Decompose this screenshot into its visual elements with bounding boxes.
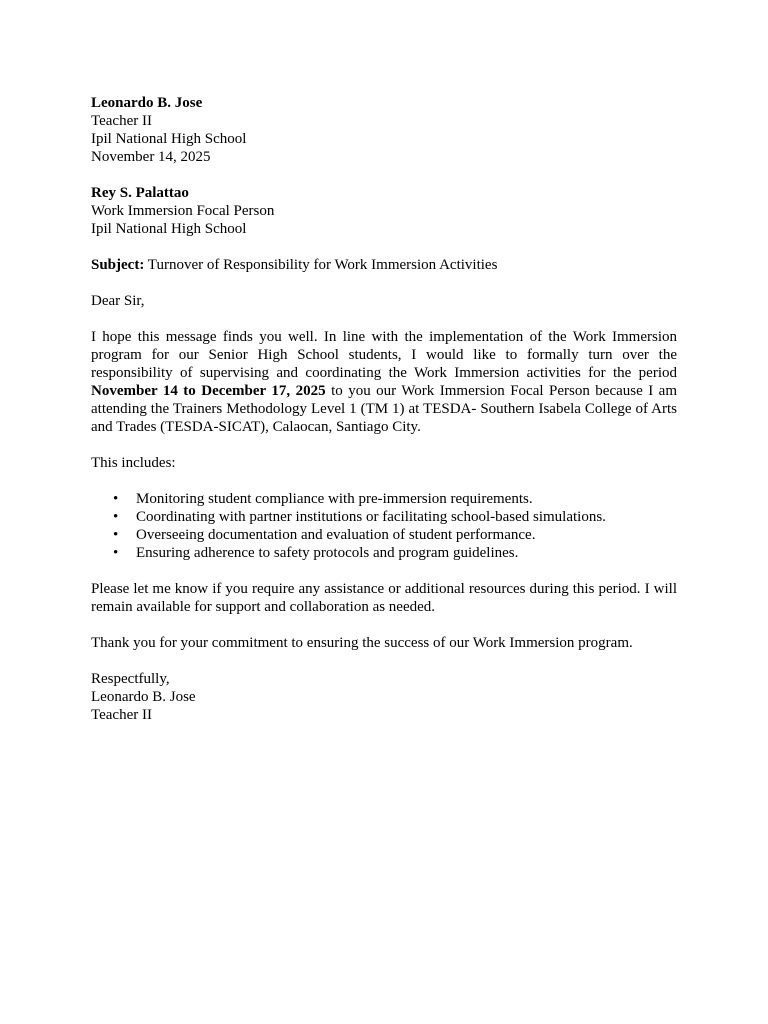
includes-intro: This includes: bbox=[91, 455, 176, 471]
body-paragraph-4: Thank you for your commitment to ensuring the success of our Work Immersion program. bbox=[91, 635, 633, 651]
list-item bbox=[91, 508, 677, 526]
recipient-name: Rey S. Palattao bbox=[91, 185, 189, 201]
recipient-school: Ipil National High School bbox=[91, 221, 247, 237]
recipient-block bbox=[91, 184, 677, 238]
subject-text: Turnover of Responsibility for Work Immersion Activities bbox=[144, 257, 498, 273]
spacer bbox=[91, 274, 677, 292]
spacer bbox=[91, 310, 677, 328]
body-paragraph-1-text-b: to you our Work Immersion Focal Person because I am attending the Trainers Methodology Level 1 (TM 1) at TESDA- Southern Isabela College of Arts and Trades (TESDA-SICAT), Calaocan, Santiago City. bbox=[91, 383, 677, 435]
letter-page bbox=[91, 94, 677, 724]
letter-date: November 14, 2025 bbox=[91, 149, 211, 165]
list-item bbox=[91, 490, 677, 508]
sender-position: Teacher II bbox=[91, 113, 152, 129]
spacer bbox=[91, 616, 677, 634]
spacer bbox=[91, 472, 677, 490]
valediction: Respectfully, bbox=[91, 671, 170, 687]
signer-name: Leonardo B. Jose bbox=[91, 689, 196, 705]
list-item-text: Coordinating with partner institutions or facilitating school-based simulations. bbox=[136, 509, 606, 525]
list-item-text: Monitoring student compliance with pre-immersion requirements. bbox=[136, 491, 533, 507]
bullet-icon: • bbox=[113, 545, 119, 561]
sender-block bbox=[91, 94, 677, 166]
bullet-icon: • bbox=[113, 509, 119, 525]
salutation: Dear Sir, bbox=[91, 293, 145, 309]
list-item-text: Ensuring adherence to safety protocols and program guidelines. bbox=[136, 545, 519, 561]
sender-school: Ipil National High School bbox=[91, 131, 247, 147]
signer-position: Teacher II bbox=[91, 707, 152, 723]
body-paragraph-1-text-a: I hope this message finds you well. In line with the implementation of the Work Immersion program for our Senior High School students, I would like to formally turn over the responsibility of supervising and coordinating the Work Immersion activities for the period bbox=[91, 329, 677, 381]
spacer bbox=[91, 652, 677, 670]
spacer bbox=[91, 238, 677, 256]
list-item bbox=[91, 526, 677, 544]
body-paragraph-1 bbox=[91, 328, 677, 436]
bullet-icon: • bbox=[113, 527, 119, 543]
responsibility-list bbox=[91, 490, 677, 562]
recipient-position: Work Immersion Focal Person bbox=[91, 203, 275, 219]
sender-name: Leonardo B. Jose bbox=[91, 95, 203, 111]
subject-label: Subject: bbox=[91, 257, 145, 273]
list-item bbox=[91, 544, 677, 562]
spacer bbox=[91, 436, 677, 454]
spacer bbox=[91, 166, 677, 184]
subject-line bbox=[91, 256, 677, 274]
spacer bbox=[91, 562, 677, 580]
immersion-period: November 14 to December 17, 2025 bbox=[91, 383, 326, 399]
body-paragraph-3: Please let me know if you require any assistance or additional resources during this period. I will remain available for support and collaboration as needed. bbox=[91, 581, 677, 615]
bullet-icon: • bbox=[113, 491, 119, 507]
list-item-text: Overseeing documentation and evaluation of student performance. bbox=[136, 527, 536, 543]
closing-block bbox=[91, 670, 677, 724]
